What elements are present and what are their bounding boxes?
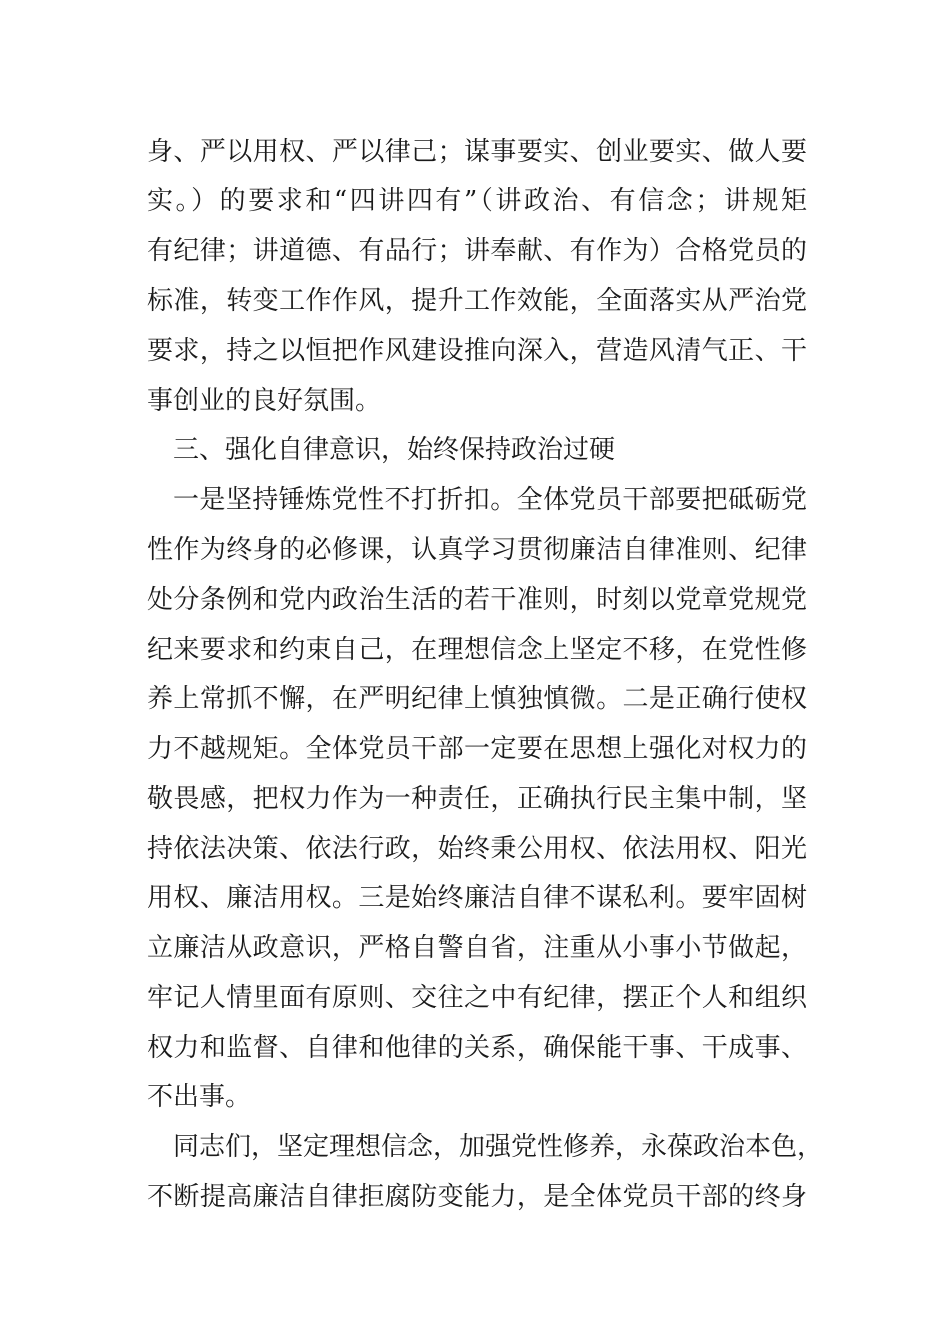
- paragraph-line: 持依法决策、依法行政，始终秉公用权、依法用权、阳光: [147, 834, 807, 864]
- paragraph-line: 不断提高廉洁自律拒腐防变能力，是全体党员干部的终身: [147, 1182, 807, 1212]
- paragraph-line: 性作为终身的必修课，认真学习贯彻廉洁自律准则、纪律: [147, 535, 807, 565]
- section-heading: 三、强化自律意识，始终保持政治过硬: [173, 435, 616, 465]
- paragraph-line: 敬畏感，把权力作为一种责任，正确执行民主集中制，坚: [147, 784, 807, 814]
- paragraph-line: 同志们，坚定理想信念，加强党性修养，永葆政治本色，: [173, 1132, 824, 1162]
- paragraph-line: 不出事。: [147, 1082, 252, 1112]
- paragraph-line: 有纪律；讲道德、有品行；讲奉献、有作为）合格党员的: [147, 236, 807, 266]
- paragraph-line: 力不越规矩。全体党员干部一定要在思想上强化对权力的: [147, 734, 807, 764]
- paragraph-line: 用权、廉洁用权。三是始终廉洁自律不谋私利。要牢固树: [147, 883, 807, 913]
- paragraph-line: 处分条例和党内政治生活的若干准则，时刻以党章党规党: [147, 585, 807, 615]
- paragraph-line: 实。）的要求和“四讲四有”（讲政治、有信念；讲规矩: [147, 186, 807, 216]
- paragraph-line: 权力和监督、自律和他律的关系，确保能干事、干成事、: [147, 1033, 807, 1063]
- paragraph-line: 要求，持之以恒把作风建设推向深入，营造风清气正、干: [147, 336, 807, 366]
- paragraph-line: 事创业的良好氛围。: [147, 386, 382, 416]
- paragraph-line: 牢记人情里面有原则、交往之中有纪律，摆正个人和组织: [147, 983, 807, 1013]
- paragraph-line: 标准，转变工作作风，提升工作效能，全面落实从严治党: [147, 286, 807, 316]
- paragraph-line: 立廉洁从政意识，严格自警自省，注重从小事小节做起，: [147, 933, 807, 963]
- paragraph-line: 身、严以用权、严以律己；谋事要实、创业要实、做人要: [147, 137, 807, 167]
- paragraph-line: 一是坚持锤炼党性不打折扣。全体党员干部要把砥砺党: [173, 485, 807, 515]
- paragraph-line: 养上常抓不懈，在严明纪律上慎独慎微。二是正确行使权: [147, 684, 807, 714]
- paragraph-line: 纪来要求和约束自己，在理想信念上坚定不移，在党性修: [147, 635, 807, 665]
